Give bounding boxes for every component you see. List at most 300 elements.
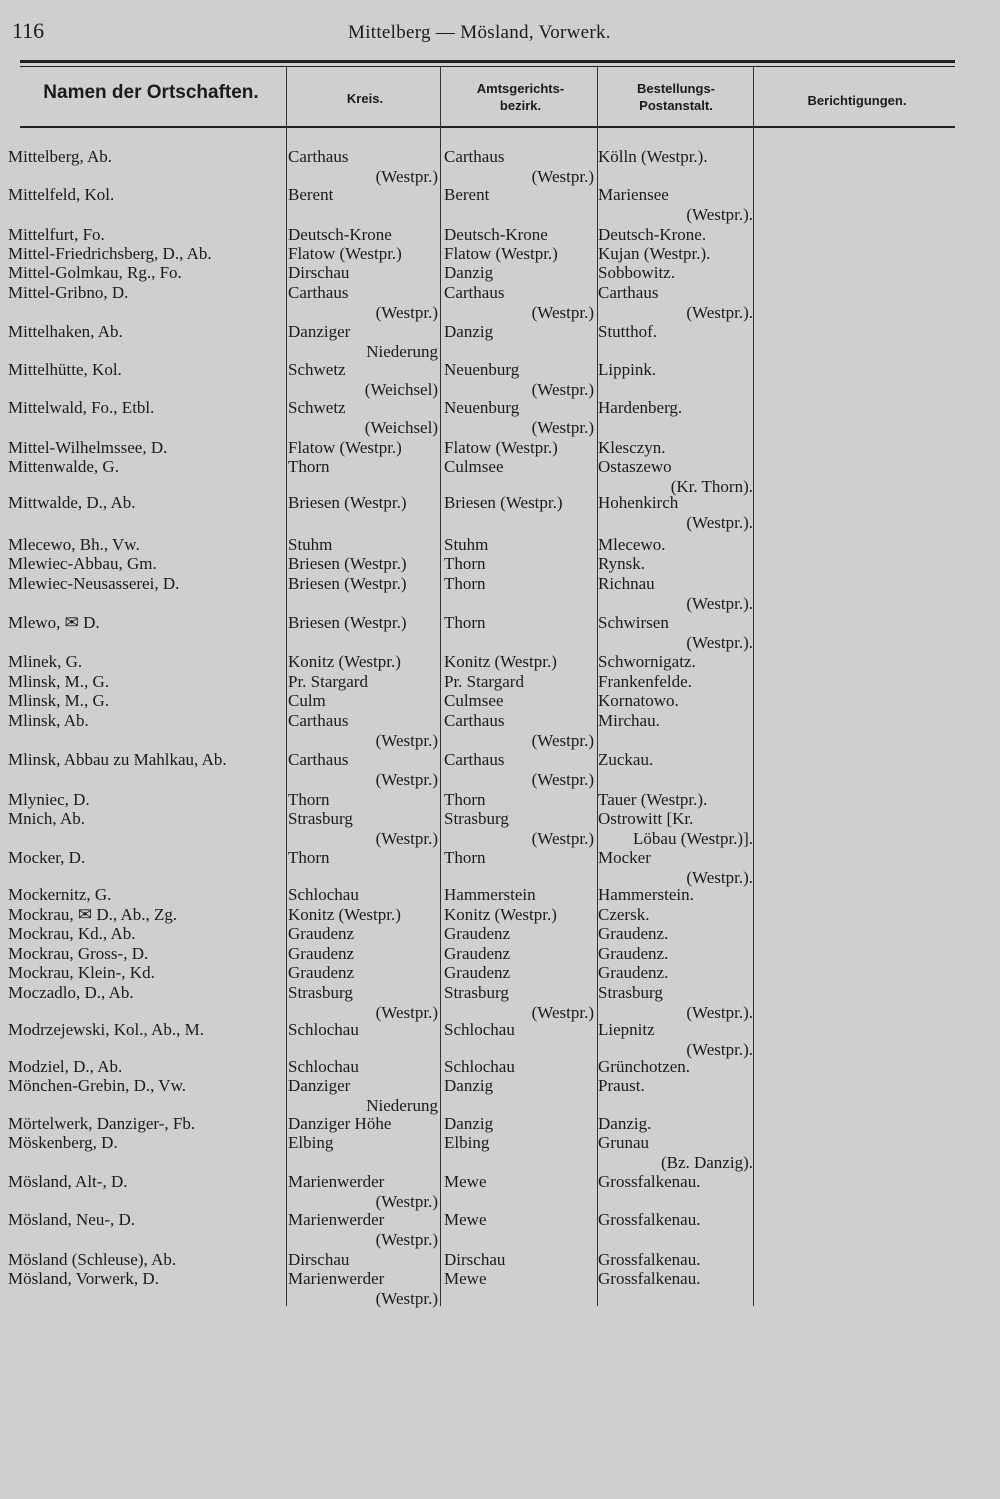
amtsgericht-cell-line: Danzig — [444, 1076, 494, 1095]
kreis-cell — [288, 225, 438, 245]
amtsgericht-cell-line: (Westpr.) — [531, 303, 594, 322]
kreis-cell — [288, 493, 438, 513]
place-name: Mörtelwerk, Danziger-, Fb. — [8, 1114, 196, 1133]
amtsgericht-cell-line: Thorn — [444, 790, 486, 809]
postanstalt-cell — [598, 1057, 753, 1077]
amtsgericht-cell-line: Strasburg — [444, 809, 509, 828]
postanstalt-cell — [598, 1114, 753, 1134]
postanstalt-cell-line: Tauer (Westpr.). — [598, 790, 708, 809]
amtsgericht-cell — [444, 944, 594, 964]
amtsgericht-cell-line: Thorn — [444, 848, 486, 867]
kreis-cell-line: Konitz (Westpr.) — [288, 652, 401, 671]
postanstalt-cell — [598, 1210, 753, 1230]
column-header-berichtigungen: Berichtigungen. — [807, 93, 907, 108]
postanstalt-cell-line: Strasburg — [598, 983, 663, 1002]
header-line: Amtsgerichts- — [476, 81, 565, 96]
place-name: Mittenwalde, G. — [8, 457, 119, 476]
amtsgericht-cell-line: Danzig — [444, 263, 494, 282]
amtsgericht-cell-line: Schlochau — [444, 1020, 515, 1039]
amtsgericht-cell-line: (Westpr.) — [531, 418, 594, 437]
postanstalt-cell — [598, 750, 753, 770]
amtsgericht-cell — [444, 1250, 594, 1270]
place-name: Mittelhaken, Ab. — [8, 322, 123, 341]
column-header-kreis: Kreis. — [346, 91, 384, 106]
kreis-cell-line: (Westpr.) — [375, 829, 438, 848]
place-name: Mnich, Ab. — [8, 809, 85, 828]
kreis-cell-line: Niederung — [366, 342, 438, 361]
kreis-cell-line: Pr. Stargard — [288, 672, 368, 691]
kreis-cell-line: Schlochau — [288, 1020, 359, 1039]
place-name: Mlyniec, D. — [8, 790, 90, 809]
amtsgericht-cell-line: Carthaus — [444, 750, 505, 769]
header-line: Bestellungs- — [636, 81, 715, 96]
kreis-cell-line: Briesen (Westpr.) — [288, 574, 407, 593]
postanstalt-cell-line: Grunau — [598, 1133, 649, 1152]
postanstalt-cell-line: Schwirsen — [598, 613, 669, 632]
amtsgericht-cell-line: Graudenz — [444, 924, 511, 943]
kreis-cell — [288, 924, 438, 944]
amtsgericht-cell — [444, 924, 594, 944]
postanstalt-cell-line: Kornatowo. — [598, 691, 679, 710]
amtsgericht-cell-line: Strasburg — [444, 983, 509, 1002]
amtsgericht-cell — [444, 885, 594, 905]
kreis-cell-line: Flatow (Westpr.) — [288, 438, 402, 457]
place-name: Mockernitz, G. — [8, 885, 112, 904]
amtsgericht-cell-line: Culmsee — [444, 691, 504, 710]
kreis-cell — [288, 809, 438, 849]
kreis-cell-line: Graudenz — [288, 963, 355, 982]
postanstalt-cell-line: Mlecewo. — [598, 535, 666, 554]
postanstalt-cell-line: Danzig. — [598, 1114, 652, 1133]
postanstalt-cell-line: Löbau (Westpr.)]. — [633, 829, 753, 848]
postanstalt-cell-line: Mocker — [598, 848, 651, 867]
postanstalt-cell-line: Schwornigatz. — [598, 652, 696, 671]
amtsgericht-cell-line: Carthaus — [444, 147, 505, 166]
kreis-cell — [288, 283, 438, 323]
kreis-cell-line: Dirschau — [288, 263, 350, 282]
postanstalt-cell-line: Hardenberg. — [598, 398, 683, 417]
kreis-cell — [288, 1076, 438, 1116]
place-name: Modziel, D., Ab. — [8, 1057, 123, 1076]
amtsgericht-cell-line: Thorn — [444, 554, 486, 573]
place-name: Mlinsk, Abbau zu Mahlkau, Ab. — [8, 750, 227, 769]
column-header-name: Namen der Ortschaften. — [43, 82, 259, 103]
postanstalt-cell — [598, 554, 753, 574]
kreis-cell — [288, 457, 438, 477]
postanstalt-cell — [598, 809, 753, 849]
kreis-cell — [288, 672, 438, 692]
kreis-cell-line: Graudenz — [288, 924, 355, 943]
postanstalt-cell — [598, 263, 753, 283]
amtsgericht-cell — [444, 283, 594, 323]
kreis-cell-line: (Westpr.) — [375, 770, 438, 789]
amtsgericht-cell-line: (Westpr.) — [531, 1003, 594, 1022]
postanstalt-cell-line: Mirchau. — [598, 711, 660, 730]
kreis-cell — [288, 885, 438, 905]
postanstalt-cell — [598, 983, 753, 1023]
amtsgericht-cell — [444, 360, 594, 400]
amtsgericht-cell-line: Mewe — [444, 1172, 487, 1191]
amtsgericht-cell — [444, 574, 594, 594]
place-name: Moczadlo, D., Ab. — [8, 983, 134, 1002]
amtsgericht-cell-line: Konitz (Westpr.) — [444, 652, 557, 671]
amtsgericht-cell-line: Schlochau — [444, 1057, 515, 1076]
place-name: Mlinsk, M., G. — [8, 691, 110, 710]
place-name: Mittelhütte, Kol. — [8, 360, 122, 379]
amtsgericht-cell-line: Flatow (Westpr.) — [444, 438, 558, 457]
place-name: Mockrau, ✉ D., Ab., Zg. — [8, 905, 178, 924]
postanstalt-cell-line: (Westpr.). — [686, 633, 753, 652]
postanstalt-cell — [598, 1133, 753, 1173]
postanstalt-cell — [598, 691, 753, 711]
kreis-cell-line: Carthaus — [288, 711, 349, 730]
kreis-cell-line: Thorn — [288, 457, 330, 476]
amtsgericht-cell-line: (Westpr.) — [531, 770, 594, 789]
kreis-cell — [288, 711, 438, 751]
amtsgericht-cell-line: Elbing — [444, 1133, 490, 1152]
postanstalt-cell-line: Liepnitz — [598, 1020, 655, 1039]
kreis-cell — [288, 848, 438, 868]
postanstalt-cell — [598, 1250, 753, 1270]
kreis-cell-line: Briesen (Westpr.) — [288, 493, 407, 512]
amtsgericht-cell — [444, 1133, 594, 1153]
kreis-cell — [288, 322, 438, 362]
amtsgericht-cell-line: Culmsee — [444, 457, 504, 476]
amtsgericht-cell — [444, 652, 594, 672]
kreis-cell-line: Strasburg — [288, 809, 353, 828]
kreis-cell — [288, 360, 438, 400]
amtsgericht-cell-line: Stuhm — [444, 535, 489, 554]
kreis-cell-line: (Westpr.) — [375, 1192, 438, 1211]
amtsgericht-cell — [444, 905, 594, 925]
place-name: Mittelberg, Ab. — [8, 147, 113, 166]
amtsgericht-cell — [444, 691, 594, 711]
amtsgericht-cell-line: Deutsch-Krone — [444, 225, 548, 244]
place-name: Mösland (Schleuse), Ab. — [8, 1250, 177, 1269]
header-line: bezirk. — [499, 98, 542, 113]
kreis-cell-line: Schlochau — [288, 1057, 359, 1076]
postanstalt-cell — [598, 944, 753, 964]
amtsgericht-cell — [444, 457, 594, 477]
postanstalt-cell-line: (Westpr.). — [686, 1040, 753, 1059]
kreis-cell-line: Marienwerder — [288, 1210, 385, 1229]
postanstalt-cell — [598, 711, 753, 731]
postanstalt-cell — [598, 848, 753, 888]
amtsgericht-cell-line: (Westpr.) — [531, 731, 594, 750]
amtsgericht-cell-line: Hammerstein — [444, 885, 536, 904]
place-name: Mlewiec-Abbau, Gm. — [8, 554, 157, 573]
postanstalt-cell-line: Kölln (Westpr.). — [598, 147, 708, 166]
amtsgericht-cell — [444, 672, 594, 692]
place-name: Mockrau, Kd., Ab. — [8, 924, 136, 943]
kreis-cell-line: Briesen (Westpr.) — [288, 554, 407, 573]
kreis-cell-line: Carthaus — [288, 147, 349, 166]
kreis-cell-line: Dirschau — [288, 1250, 350, 1269]
kreis-cell-line: (Westpr.) — [375, 1289, 438, 1308]
postanstalt-cell-line: Graudenz. — [598, 963, 669, 982]
amtsgericht-cell-line: Thorn — [444, 574, 486, 593]
kreis-cell-line: Danziger — [288, 1076, 351, 1095]
kreis-cell-line: (Westpr.) — [375, 303, 438, 322]
kreis-cell-line: (Weichsel) — [364, 418, 438, 437]
amtsgericht-cell — [444, 1172, 594, 1192]
amtsgericht-cell — [444, 983, 594, 1023]
kreis-cell-line: Deutsch-Krone — [288, 225, 392, 244]
postanstalt-cell-line: (Westpr.). — [686, 594, 753, 613]
amtsgericht-cell-line: (Westpr.) — [531, 829, 594, 848]
postanstalt-cell — [598, 1020, 753, 1060]
kreis-cell — [288, 750, 438, 790]
place-name: Mittelwald, Fo., Etbl. — [8, 398, 155, 417]
postanstalt-cell-line: (Westpr.). — [686, 303, 753, 322]
amtsgericht-cell — [444, 398, 594, 438]
postanstalt-cell — [598, 790, 753, 810]
postanstalt-cell-line: Richnau — [598, 574, 655, 593]
running-head: Mittelberg — Mösland, Vorwerk. — [348, 22, 611, 43]
kreis-cell — [288, 963, 438, 983]
postanstalt-cell-line: (Kr. Thorn). — [670, 477, 753, 496]
place-name: Mösland, Neu-, D. — [8, 1210, 136, 1229]
postanstalt-cell — [598, 1172, 753, 1192]
amtsgericht-cell-line: Mewe — [444, 1210, 487, 1229]
postanstalt-cell-line: Kujan (Westpr.). — [598, 244, 711, 263]
amtsgericht-cell — [444, 1076, 594, 1096]
postanstalt-cell — [598, 493, 753, 533]
kreis-cell — [288, 1133, 438, 1153]
postanstalt-cell — [598, 924, 753, 944]
place-name: Modrzejewski, Kol., Ab., M. — [8, 1020, 204, 1039]
kreis-cell — [288, 691, 438, 711]
kreis-cell — [288, 244, 438, 264]
kreis-cell — [288, 185, 438, 205]
kreis-cell — [288, 574, 438, 594]
kreis-cell-line: Flatow (Westpr.) — [288, 244, 402, 263]
postanstalt-cell — [598, 905, 753, 925]
postanstalt-cell — [598, 963, 753, 983]
kreis-cell — [288, 1250, 438, 1270]
kreis-cell-line: Marienwerder — [288, 1172, 385, 1191]
postanstalt-cell-line: Hohenkirch — [598, 493, 679, 512]
postanstalt-cell — [598, 283, 753, 323]
amtsgericht-cell — [444, 1057, 594, 1077]
amtsgericht-cell — [444, 185, 594, 205]
kreis-cell — [288, 263, 438, 283]
postanstalt-cell — [598, 885, 753, 905]
kreis-cell — [288, 554, 438, 574]
postanstalt-cell — [598, 1076, 753, 1096]
postanstalt-cell — [598, 360, 753, 380]
place-name: Mittel-Golmkau, Rg., Fo. — [8, 263, 182, 282]
place-name: Mocker, D. — [8, 848, 86, 867]
postanstalt-cell — [598, 535, 753, 555]
kreis-cell-line: (Weichsel) — [364, 380, 438, 399]
kreis-cell-line: Culm — [288, 691, 326, 710]
kreis-cell — [288, 147, 438, 187]
postanstalt-cell — [598, 652, 753, 672]
place-name: Mlewo, ✉ D. — [8, 613, 100, 632]
kreis-cell-line: Danziger — [288, 322, 351, 341]
amtsgericht-cell — [444, 493, 594, 513]
postanstalt-cell-line: Graudenz. — [598, 924, 669, 943]
kreis-cell — [288, 1269, 438, 1309]
kreis-cell-line: Schwetz — [288, 360, 346, 379]
place-name: Mlinek, G. — [8, 652, 83, 671]
place-name: Mockrau, Klein-, Kd. — [8, 963, 155, 982]
postanstalt-cell-line: Frankenfelde. — [598, 672, 692, 691]
amtsgericht-cell — [444, 244, 594, 264]
kreis-cell-line: Marienwerder — [288, 1269, 385, 1288]
postanstalt-cell — [598, 1269, 753, 1289]
amtsgericht-cell-line: Konitz (Westpr.) — [444, 905, 557, 924]
amtsgericht-cell-line: (Westpr.) — [531, 167, 594, 186]
amtsgericht-cell — [444, 1269, 594, 1289]
postanstalt-cell-line: Rynsk. — [598, 554, 646, 573]
kreis-cell — [288, 1114, 438, 1134]
amtsgericht-cell-line: Carthaus — [444, 283, 505, 302]
place-name: Mlecewo, Bh., Vw. — [8, 535, 140, 554]
kreis-cell-line: Carthaus — [288, 283, 349, 302]
place-name: Mittelfeld, Kol. — [8, 185, 115, 204]
place-name: Mösland, Alt-, D. — [8, 1172, 128, 1191]
kreis-cell-line: Danziger Höhe — [288, 1114, 392, 1133]
kreis-cell-line: Briesen (Westpr.) — [288, 613, 407, 632]
amtsgericht-cell — [444, 711, 594, 751]
amtsgericht-cell — [444, 848, 594, 868]
place-name: Mittel-Wilhelmssee, D. — [8, 438, 168, 457]
postanstalt-cell-line: Stutthof. — [598, 322, 658, 341]
amtsgericht-cell-line: Graudenz — [444, 944, 511, 963]
kreis-cell-line: Schlochau — [288, 885, 359, 904]
header-line: Postanstalt. — [639, 98, 713, 113]
kreis-cell-line: Stuhm — [288, 535, 333, 554]
postanstalt-cell-line: Sobbowitz. — [598, 263, 675, 282]
postanstalt-cell-line: Hammerstein. — [598, 885, 694, 904]
postanstalt-cell — [598, 225, 753, 245]
place-name: Mockrau, Gross-, D. — [8, 944, 149, 963]
amtsgericht-cell-line: Dirschau — [444, 1250, 506, 1269]
amtsgericht-cell-line: Flatow (Westpr.) — [444, 244, 558, 263]
postanstalt-cell-line: Zuckau. — [598, 750, 654, 769]
kreis-cell — [288, 1020, 438, 1040]
postanstalt-cell-line: Grossfalkenau. — [598, 1250, 701, 1269]
kreis-cell — [288, 983, 438, 1023]
place-name: Mittel-Gribno, D. — [8, 283, 129, 302]
postanstalt-cell-line: Ostrowitt [Kr. — [598, 809, 694, 828]
amtsgericht-cell-line: (Westpr.) — [531, 380, 594, 399]
kreis-cell-line: Schwetz — [288, 398, 346, 417]
postanstalt-cell — [598, 398, 753, 418]
kreis-cell-line: Niederung — [366, 1096, 438, 1115]
postanstalt-cell — [598, 613, 753, 653]
amtsgericht-cell-line: Briesen (Westpr.) — [444, 493, 563, 512]
place-name: Möskenberg, D. — [8, 1133, 118, 1152]
postanstalt-cell — [598, 185, 753, 225]
kreis-cell — [288, 652, 438, 672]
kreis-cell — [288, 1057, 438, 1077]
amtsgericht-cell — [444, 438, 594, 458]
kreis-cell-line: Thorn — [288, 790, 330, 809]
place-name: Mlinsk, M., G. — [8, 672, 110, 691]
postanstalt-cell-line: Czersk. — [598, 905, 650, 924]
postanstalt-cell — [598, 438, 753, 458]
kreis-cell-line: (Westpr.) — [375, 1003, 438, 1022]
amtsgericht-cell-line: Danzig — [444, 322, 494, 341]
kreis-cell-line: Strasburg — [288, 983, 353, 1002]
postanstalt-cell — [598, 244, 753, 264]
postanstalt-cell-line: Lippink. — [598, 360, 657, 379]
postanstalt-cell-line: (Westpr.). — [686, 868, 753, 887]
amtsgericht-cell — [444, 963, 594, 983]
place-name: Mlewiec-Neusasserei, D. — [8, 574, 180, 593]
postanstalt-cell-line: Grossfalkenau. — [598, 1210, 701, 1229]
amtsgericht-cell — [444, 613, 594, 633]
postanstalt-cell-line: Grossfalkenau. — [598, 1269, 701, 1288]
postanstalt-cell-line: (Bz. Danzig). — [660, 1153, 753, 1172]
postanstalt-cell-line: Deutsch-Krone. — [598, 225, 707, 244]
amtsgericht-cell — [444, 790, 594, 810]
postanstalt-cell-line: Carthaus — [598, 283, 659, 302]
postanstalt-cell-line: Praust. — [598, 1076, 645, 1095]
amtsgericht-cell — [444, 750, 594, 790]
kreis-cell — [288, 1210, 438, 1250]
amtsgericht-cell-line: Berent — [444, 185, 490, 204]
postanstalt-cell — [598, 574, 753, 614]
kreis-cell — [288, 438, 438, 458]
amtsgericht-cell — [444, 535, 594, 555]
place-name: Mönchen-Grebin, D., Vw. — [8, 1076, 186, 1095]
postanstalt-cell-line: (Westpr.). — [686, 513, 753, 532]
place-name: Mittel-Friedrichsberg, D., Ab. — [8, 244, 212, 263]
amtsgericht-cell-line: Danzig — [444, 1114, 494, 1133]
kreis-cell-line: Berent — [288, 185, 334, 204]
postanstalt-cell-line: Ostaszewo — [598, 457, 672, 476]
kreis-cell — [288, 535, 438, 555]
postanstalt-cell — [598, 147, 753, 167]
postanstalt-cell-line: Mariensee — [598, 185, 669, 204]
kreis-cell — [288, 613, 438, 633]
amtsgericht-cell — [444, 1020, 594, 1040]
kreis-cell — [288, 944, 438, 964]
kreis-cell — [288, 790, 438, 810]
amtsgericht-cell — [444, 263, 594, 283]
kreis-cell-line: Elbing — [288, 1133, 334, 1152]
amtsgericht-cell-line: Neuenburg — [444, 360, 520, 379]
kreis-cell-line: (Westpr.) — [375, 167, 438, 186]
amtsgericht-cell — [444, 322, 594, 342]
amtsgericht-cell-line: Thorn — [444, 613, 486, 632]
kreis-cell-line: (Westpr.) — [375, 1230, 438, 1249]
postanstalt-cell-line: Grünchotzen. — [598, 1057, 691, 1076]
postanstalt-cell — [598, 457, 753, 497]
amtsgericht-cell-line: Mewe — [444, 1269, 487, 1288]
amtsgericht-cell — [444, 147, 594, 187]
amtsgericht-cell-line: Graudenz — [444, 963, 511, 982]
amtsgericht-cell-line: Carthaus — [444, 711, 505, 730]
postanstalt-cell-line: (Westpr.). — [686, 205, 753, 224]
amtsgericht-cell — [444, 225, 594, 245]
kreis-cell-line: (Westpr.) — [375, 731, 438, 750]
kreis-cell — [288, 398, 438, 438]
kreis-cell-line: Graudenz — [288, 944, 355, 963]
postanstalt-cell-line: (Westpr.). — [686, 1003, 753, 1022]
amtsgericht-cell — [444, 1114, 594, 1134]
place-name: Mittwalde, D., Ab. — [8, 493, 136, 512]
page-number: 116 — [12, 18, 45, 43]
place-name: Mittelfurt, Fo. — [8, 225, 105, 244]
postanstalt-cell — [598, 672, 753, 692]
kreis-cell-line: Carthaus — [288, 750, 349, 769]
amtsgericht-cell-line: Neuenburg — [444, 398, 520, 417]
